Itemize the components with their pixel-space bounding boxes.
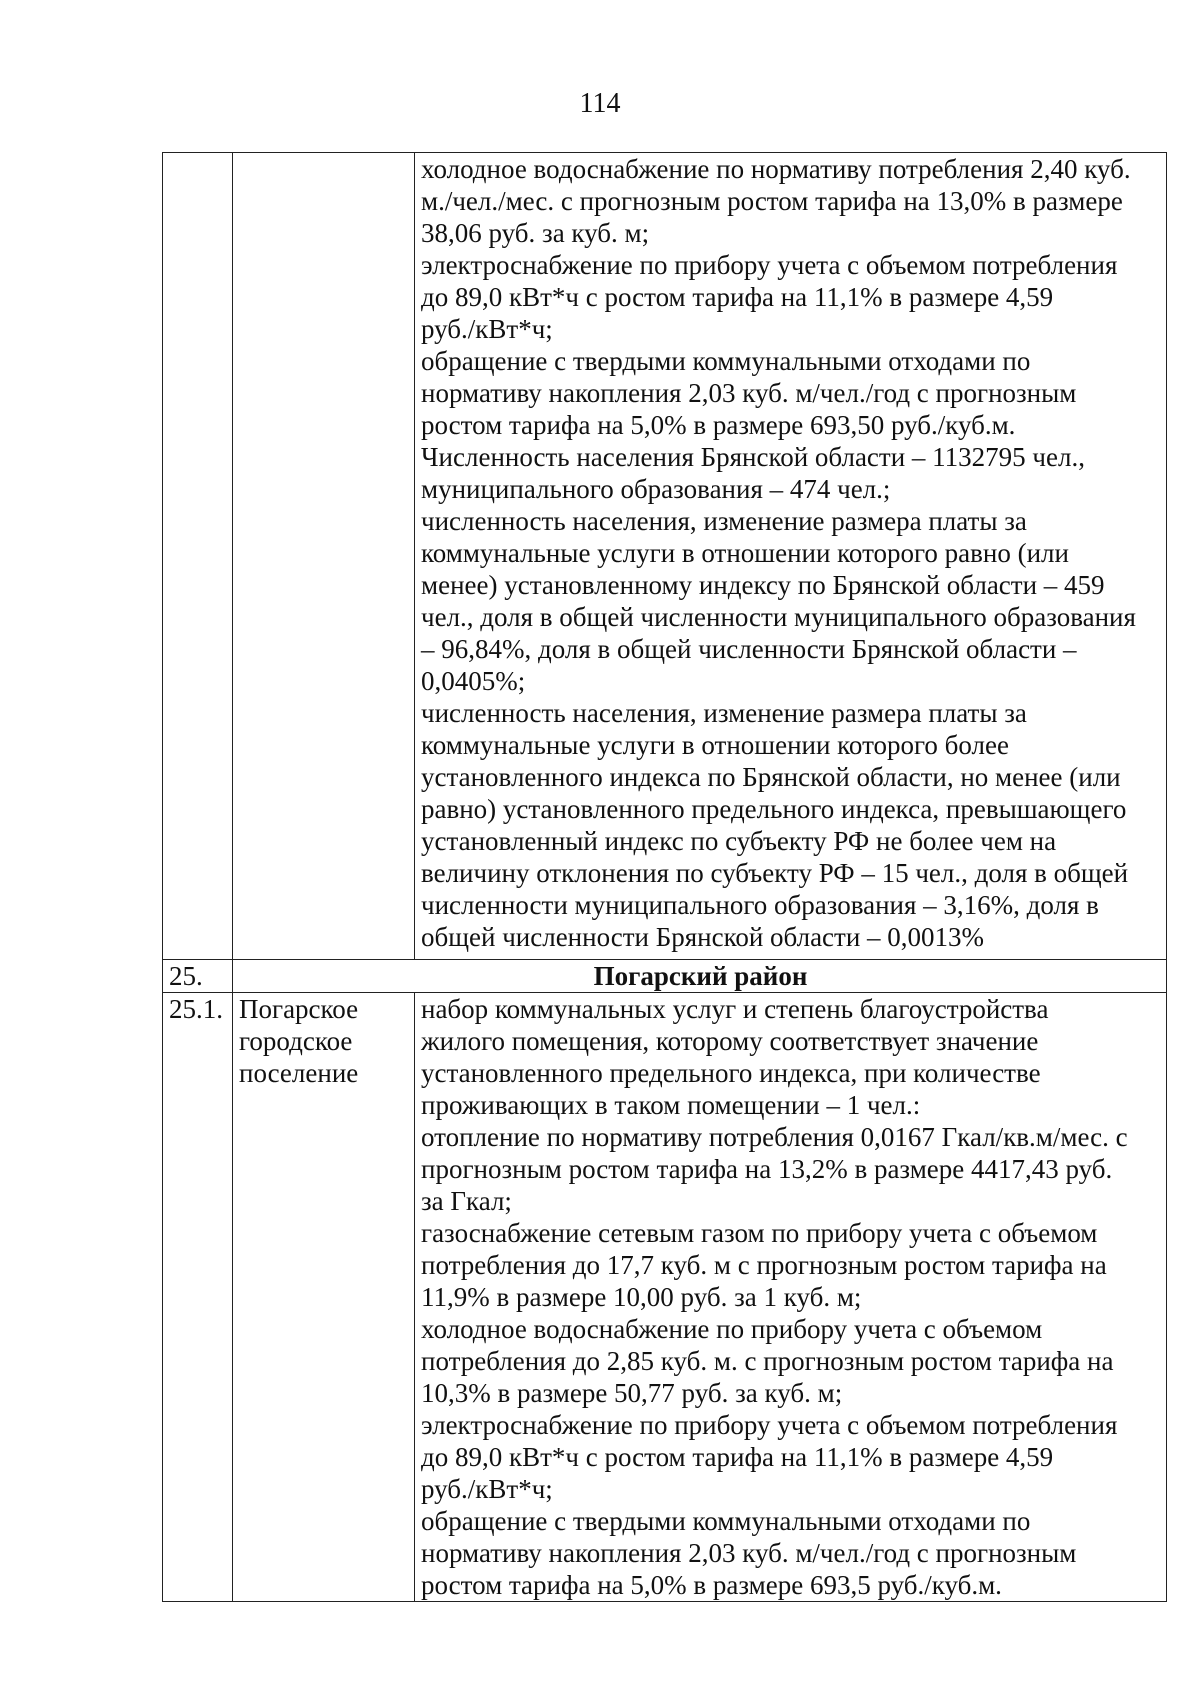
- text-line: отопление по нормативу потребления 0,0167 Гкал/кв.м/мес. с: [421, 1122, 1128, 1152]
- text-line: ростом тарифа на 5,0% в размере 693,50 руб./куб.м.: [421, 410, 1016, 440]
- text-line: коммунальные услуги в отношении которого более: [421, 730, 1009, 760]
- text-line: Численность населения Брянской области – 1132795 чел.,: [421, 442, 1085, 472]
- text-line: холодное водоснабжение по нормативу потребления 2,40 куб.: [421, 154, 1131, 184]
- text-line: равно) установленного предельного индекса, превышающего: [421, 794, 1127, 824]
- text-line: потребления до 17,7 куб. м с прогнозным ростом тарифа на: [421, 1250, 1107, 1280]
- text-line: до 89,0 кВт*ч с ростом тарифа на 11,1% в размере 4,59: [421, 282, 1054, 312]
- text-line: установленного предельного индекса, при количестве: [421, 1058, 1041, 1088]
- continuation-text-cell: [415, 153, 1167, 960]
- text-line: за Гкал;: [421, 1186, 512, 1216]
- text-line: величину отклонения по субъекту РФ – 15 чел., доля в общей: [421, 858, 1129, 888]
- text-line: менее) установленному индексу по Брянской области – 459: [421, 570, 1105, 600]
- text-line: общей численности Брянской области – 0,0013%: [421, 922, 985, 952]
- text-line: потребления до 2,85 куб. м. с прогнозным ростом тарифа на: [421, 1346, 1114, 1376]
- section-title: Погарский район: [233, 960, 1167, 993]
- text-line: 10,3% в размере 50,77 руб. за куб. м;: [421, 1378, 843, 1408]
- section-number: 25.: [163, 960, 233, 993]
- text-line: нормативу накопления 2,03 куб. м/чел./год с прогнозным: [421, 378, 1077, 408]
- text-line: установленного индекса по Брянской области, но менее (или: [421, 762, 1121, 792]
- subsection-name-line: Погарское: [239, 994, 359, 1024]
- text-line: чел., доля в общей численности муниципального образования: [421, 602, 1136, 632]
- text-line: руб./кВт*ч;: [421, 314, 553, 344]
- text-line: 38,06 руб. за куб. м;: [421, 218, 650, 248]
- name-cell: [233, 153, 415, 960]
- subsection-name: [233, 993, 415, 1602]
- text-line: муниципального образования – 474 чел.;: [421, 474, 891, 504]
- subsection-number: 25.1.: [163, 993, 233, 1602]
- text-line: – 96,84%, доля в общей численности Брянской области –: [421, 634, 1077, 664]
- text-line: численность населения, изменение размера платы за: [421, 506, 1027, 536]
- subsection-name-line: поселение: [239, 1058, 359, 1088]
- section-row: [163, 960, 1167, 993]
- text-line: обращение с твердыми коммунальными отходами по: [421, 1506, 1031, 1536]
- subsection-text-cell: [415, 993, 1167, 1602]
- page-number: 114: [579, 88, 621, 119]
- text-line: газоснабжение сетевым газом по прибору учета с объемом: [421, 1218, 1098, 1248]
- text-line: ростом тарифа на 5,0% в размере 693,5 руб./куб.м.: [421, 1570, 1002, 1600]
- text-line: установленный индекс по субъекту РФ не более чем на: [421, 826, 1057, 856]
- text-line: обращение с твердыми коммунальными отходами по: [421, 346, 1031, 376]
- text-line: коммунальные услуги в отношении которого равно (или: [421, 538, 1069, 568]
- subsection-row: [163, 993, 1167, 1602]
- text-line: численность населения, изменение размера платы за: [421, 698, 1027, 728]
- text-line: холодное водоснабжение по прибору учета с объемом: [421, 1314, 1043, 1344]
- text-line: 0,0405%;: [421, 666, 526, 696]
- text-line: прогнозным ростом тарифа на 13,2% в размере 4417,43 руб.: [421, 1154, 1113, 1184]
- text-line: проживающих в таком помещении – 1 чел.:: [421, 1090, 921, 1120]
- text-line: нормативу накопления 2,03 куб. м/чел./год с прогнозным: [421, 1538, 1077, 1568]
- text-line: м./чел./мес. с прогнозным ростом тарифа на 13,0% в размере: [421, 186, 1123, 216]
- text-line: руб./кВт*ч;: [421, 1474, 553, 1504]
- tariff-table: [162, 152, 1167, 1602]
- continuation-row: [163, 153, 1167, 960]
- text-line: набор коммунальных услуг и степень благоустройства: [421, 994, 1049, 1024]
- text-line: численности муниципального образования – 3,16%, доля в: [421, 890, 1099, 920]
- number-cell: [163, 153, 233, 960]
- text-line: электроснабжение по прибору учета с объемом потребления: [421, 1410, 1118, 1440]
- text-line: электроснабжение по прибору учета с объемом потребления: [421, 250, 1118, 280]
- text-line: 11,9% в размере 10,00 руб. за 1 куб. м;: [421, 1282, 862, 1312]
- text-line: жилого помещения, которому соответствует значение: [421, 1026, 1039, 1056]
- subsection-name-line: городское: [239, 1026, 353, 1056]
- text-line: до 89,0 кВт*ч с ростом тарифа на 11,1% в размере 4,59: [421, 1442, 1054, 1472]
